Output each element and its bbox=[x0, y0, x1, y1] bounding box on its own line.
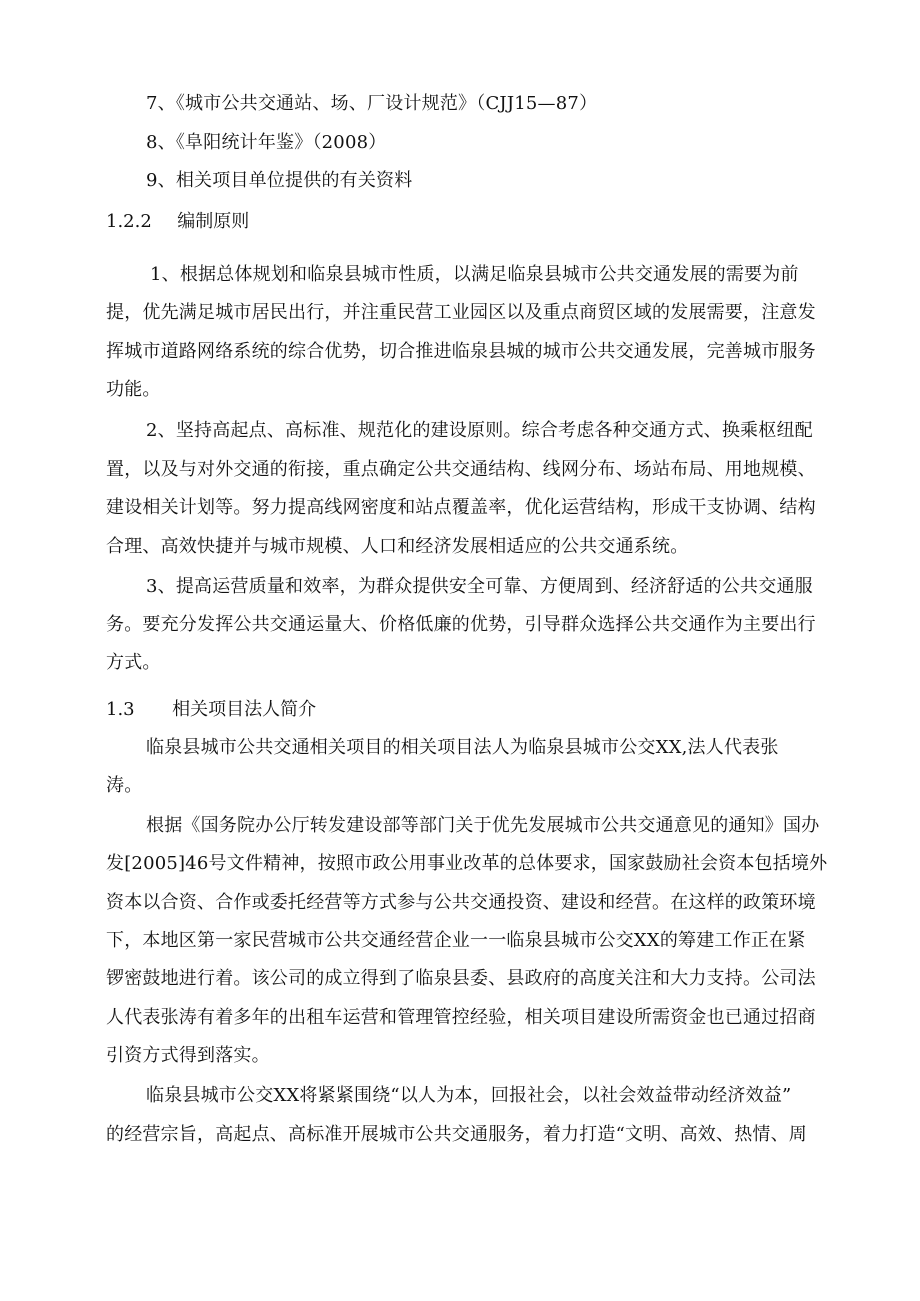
reference-item-7: 7、《城市公共交通站、场、厂设计规范》（CJJ15—87） bbox=[146, 93, 598, 114]
paragraph-line: 的经营宗旨，高起点、高标准开展城市公共交通服务，着力打造“文明、高效、热情、周 bbox=[106, 1124, 807, 1145]
paragraph-line: 务。要充分发挥公共交通运量大、价格低廉的优势，引导群众选择公共交通作为主要出行 bbox=[106, 614, 816, 635]
paragraph-line: 3、提高运营质量和效率，为群众提供安全可靠、方便周到、经济舒适的公共交通服 bbox=[146, 576, 813, 597]
section-number: 1.3 bbox=[106, 699, 135, 720]
section-heading-1-2-2 bbox=[106, 210, 249, 234]
section-title: 编制原则 bbox=[177, 211, 250, 232]
paragraph-line: 临泉县城市公交XX将紧紧围绕“以人为本，回报社会，以社会效益带动经济效益” bbox=[146, 1085, 792, 1106]
paragraph-line: 功能。 bbox=[106, 379, 161, 400]
section-heading-1-3 bbox=[106, 698, 316, 722]
paragraph-line: 引资方式得到落实。 bbox=[106, 1045, 270, 1066]
section-title: 相关项目法人简介 bbox=[172, 699, 317, 720]
reference-item-9: 9、相关项目单位提供的有关资料 bbox=[146, 170, 413, 191]
paragraph-line: 2、坚持高起点、高标准、规范化的建设原则。综合考虑各种交通方式、换乘枢纽配 bbox=[146, 420, 813, 441]
paragraph-line: 提，优先满足城市居民出行，并注重民营工业园区以及重点商贸区域的发展需要，注意发 bbox=[106, 302, 816, 323]
paragraph-line: 锣密鼓地进行着。该公司的成立得到了临泉县委、县政府的高度关注和大力支持。公司法 bbox=[106, 968, 816, 989]
reference-item-8: 8、《阜阳统计年鉴》（2008） bbox=[146, 132, 387, 153]
paragraph-line: 下，本地区第一家民营城市公共交通经营企业一一临泉县城市公交XX的筹建工作正在紧 bbox=[106, 930, 806, 951]
paragraph-line: 发[2005]46号文件精神，按照市政公用事业改革的总体要求，国家鼓励社会资本包括境外 bbox=[106, 853, 828, 874]
paragraph-line: 挥城市道路网络系统的综合优势，切合推进临泉县城的城市公共交通发展，完善城市服务 bbox=[106, 341, 816, 362]
section-number: 1.2.2 bbox=[106, 211, 152, 232]
paragraph-line: 方式。 bbox=[106, 652, 161, 673]
paragraph-line: 根据《国务院办公厅转发建设部等部门关于优先发展城市公共交通意见的通知》国办 bbox=[146, 815, 820, 836]
paragraph-line: 合理、高效快捷并与城市规模、人口和经济发展相适应的公共交通系统。 bbox=[106, 536, 689, 557]
paragraph-line: 涛。 bbox=[106, 775, 143, 796]
paragraph-line: 临泉县城市公共交通相关项目的相关项目法人为临泉县城市公交XX,法人代表张 bbox=[146, 737, 779, 758]
paragraph-line: 建设相关计划等。努力提高线网密度和站点覆盖率，优化运营结构，形成干支协调、结构 bbox=[106, 497, 816, 518]
paragraph-line: 资本以合资、合作或委托经营等方式参与公共交通投资、建设和经营。在这样的政策环境 bbox=[106, 892, 816, 913]
paragraph-line: 1、根据总体规划和临泉县城市性质，以满足临泉县城市公共交通发展的需要为前 bbox=[150, 264, 799, 285]
paragraph-line: 置，以及与对外交通的衔接，重点确定公共交通结构、线网分布、场站布局、用地规模、 bbox=[106, 459, 816, 480]
paragraph-line: 人代表张涛有着多年的出租车运营和管理管控经验，相关项目建设所需资金也已通过招商 bbox=[106, 1007, 816, 1028]
